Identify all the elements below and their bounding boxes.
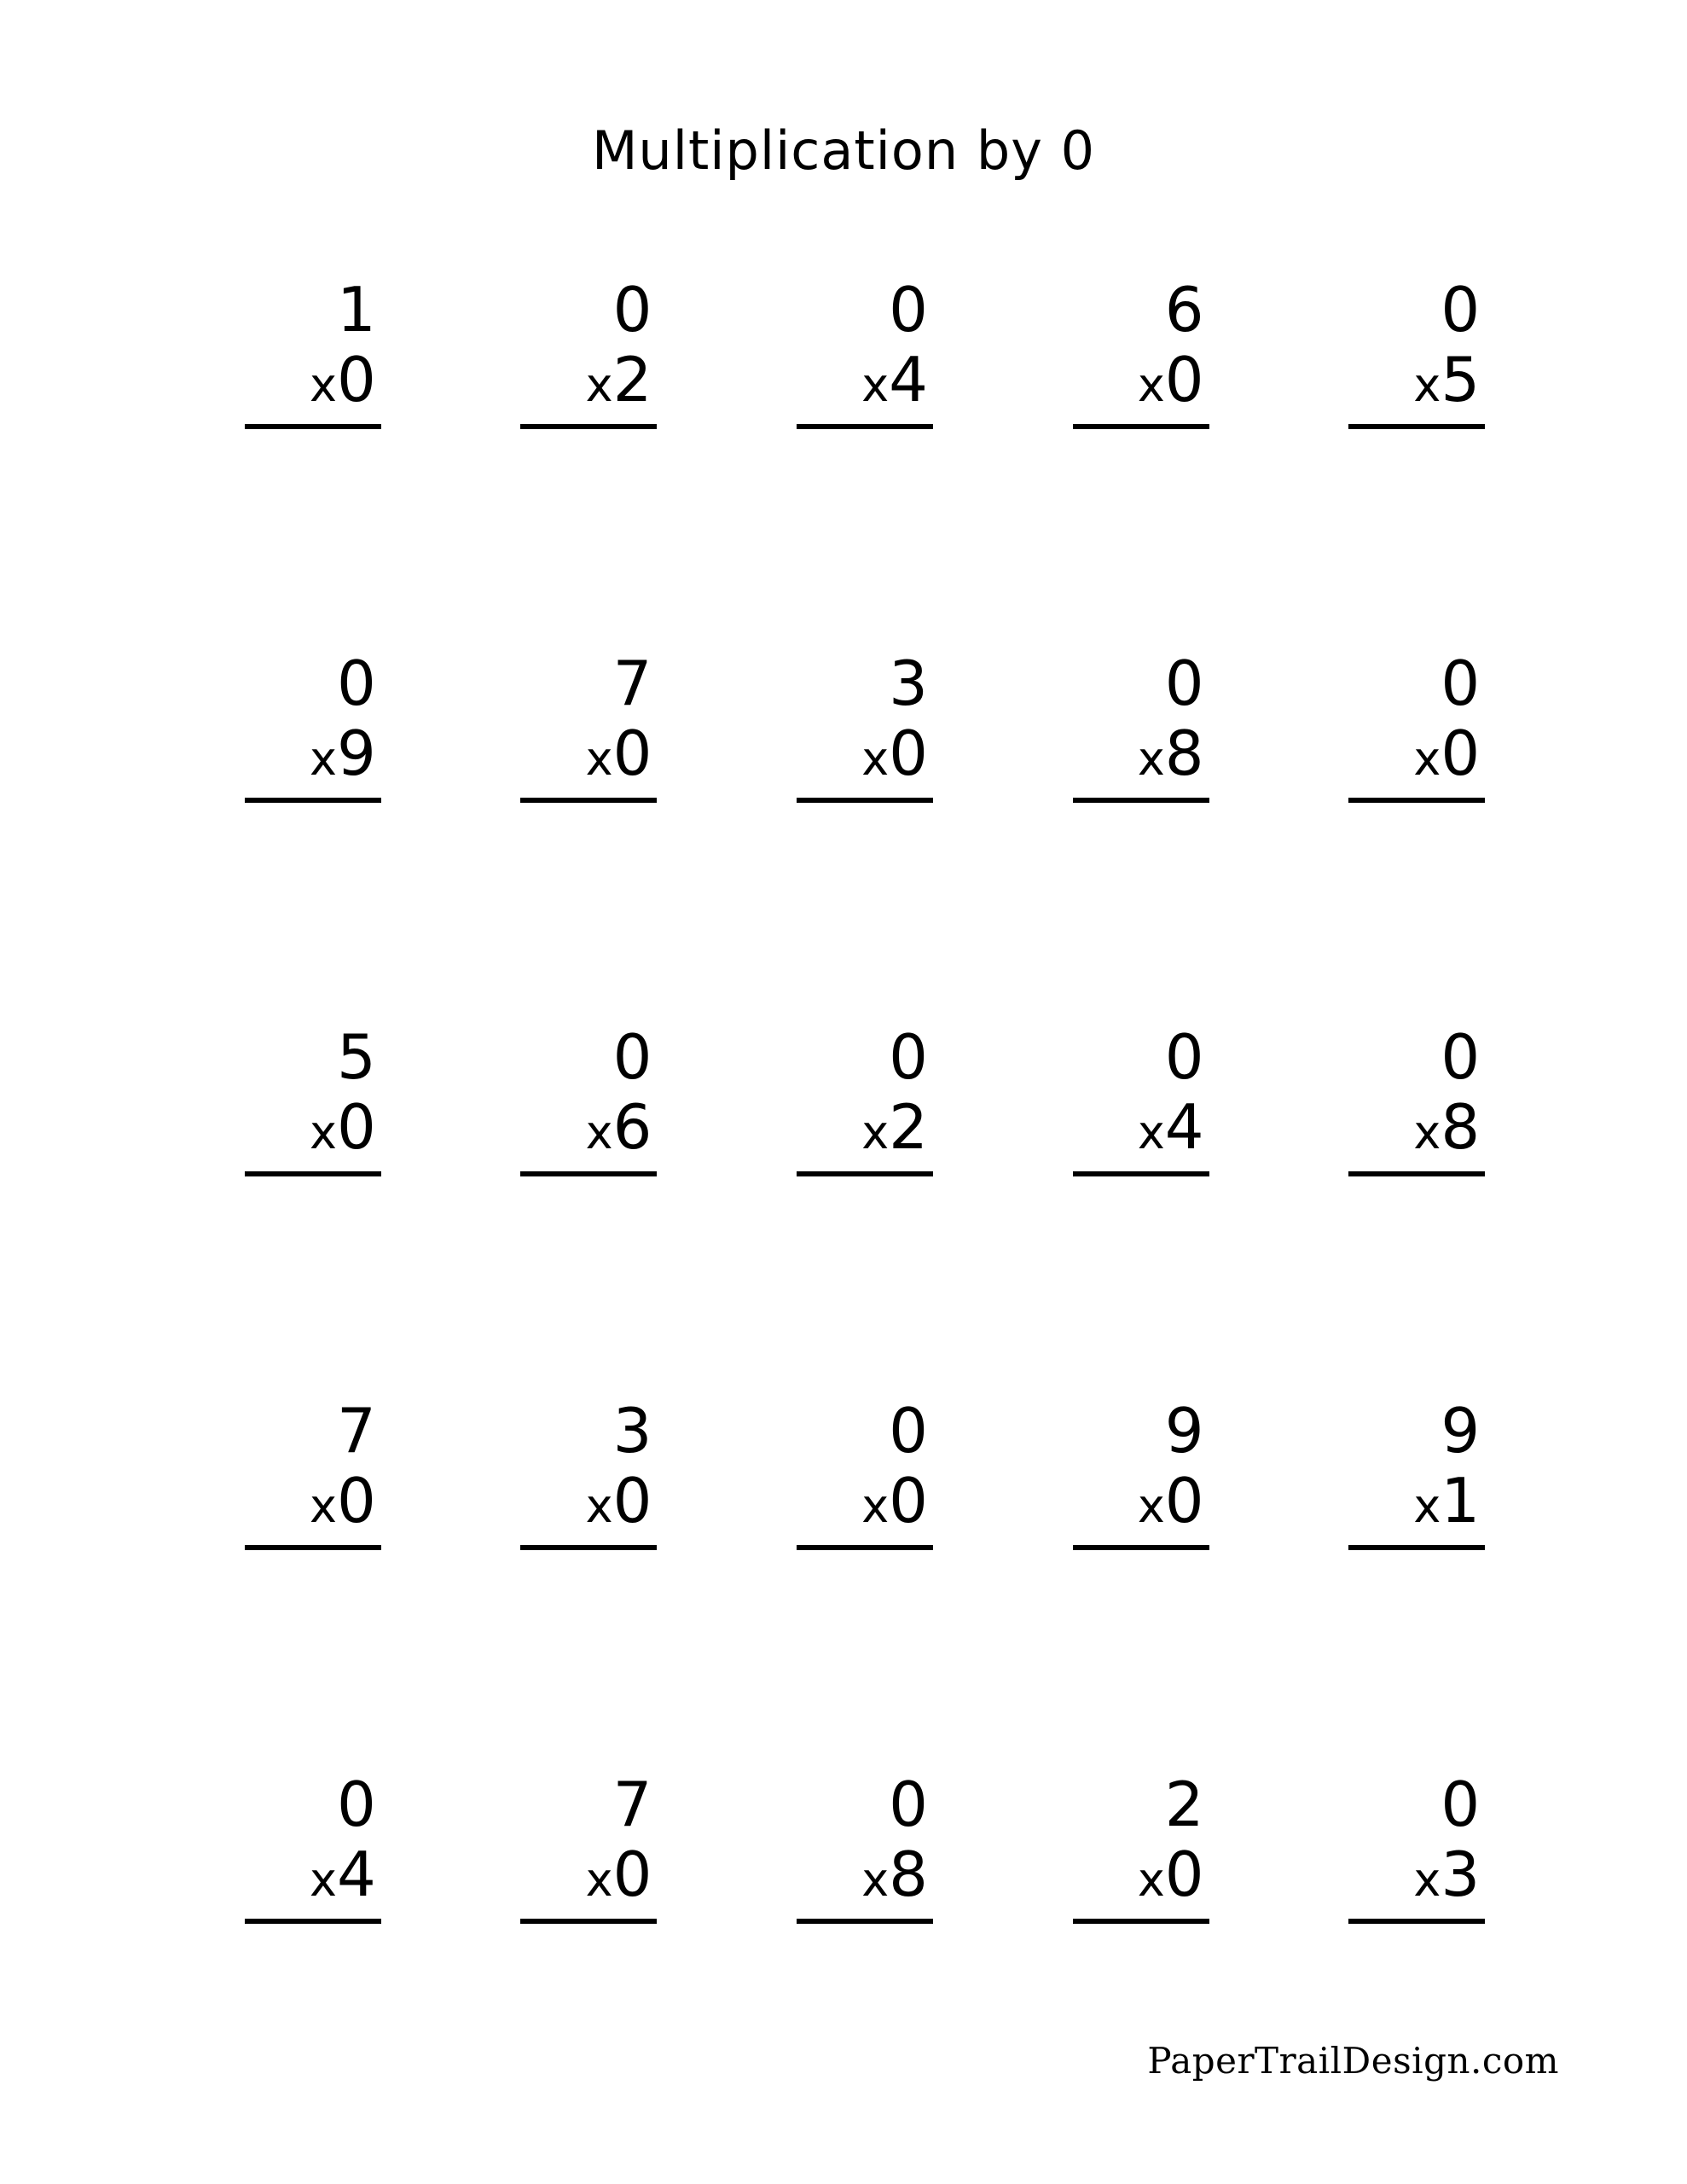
operand-bottom-row [749, 717, 933, 789]
operand-top: 0 [1441, 1769, 1481, 1840]
operand-top: 0 [889, 1769, 928, 1840]
multiply-operator-icon: x [585, 1853, 613, 1907]
multiplication-problem [202, 1023, 381, 1397]
operand-bottom-row [472, 1091, 657, 1163]
answer-rule [1348, 1171, 1485, 1176]
operand-bottom-row [472, 1465, 657, 1536]
operand-bottom-row [197, 1465, 381, 1536]
answer-rule [245, 1545, 381, 1550]
operand-top: 3 [612, 1395, 652, 1467]
problem-grid [0, 276, 1687, 2144]
multiplication-problem [1030, 1397, 1209, 1770]
operand-bottom: 2 [889, 1091, 928, 1163]
answer-rule [245, 798, 381, 803]
multiply-operator-icon: x [310, 358, 337, 412]
operand-top: 0 [336, 1769, 376, 1840]
multiplication-problem [754, 1023, 933, 1397]
operand-top: 0 [1164, 648, 1204, 719]
answer-rule [245, 1171, 381, 1176]
operand-bottom-row [1301, 717, 1485, 789]
operand-top: 6 [1164, 274, 1204, 346]
operand-bottom-row [1301, 1091, 1485, 1163]
multiplication-problem [1306, 276, 1485, 649]
operand-bottom-row [1025, 1091, 1209, 1163]
answer-rule [797, 1545, 933, 1550]
operand-top: 7 [612, 648, 652, 719]
operand-bottom-row [1301, 344, 1485, 415]
multiply-operator-icon: x [861, 358, 890, 412]
multiplication-problem [1306, 649, 1485, 1023]
multiply-operator-icon: x [310, 1853, 337, 1907]
multiply-operator-icon: x [310, 1106, 337, 1159]
multiply-operator-icon: x [585, 732, 613, 786]
operand-bottom-row [197, 344, 381, 415]
operand-bottom: 0 [336, 1091, 376, 1163]
multiply-operator-icon: x [1137, 732, 1165, 786]
operand-bottom: 4 [889, 344, 928, 415]
answer-rule [1348, 1545, 1485, 1550]
operand-bottom-row [749, 1091, 933, 1163]
multiply-operator-icon: x [1413, 1853, 1441, 1907]
operand-bottom-row [749, 344, 933, 415]
page-title: Multiplication by 0 [591, 119, 1096, 182]
multiplication-problem [754, 649, 933, 1023]
multiply-operator-icon: x [1413, 732, 1441, 786]
multiplication-problem [754, 1397, 933, 1770]
operand-top: 0 [612, 274, 652, 346]
multiply-operator-icon: x [1137, 1106, 1165, 1159]
multiplication-problem [1030, 1770, 1209, 2144]
operand-bottom-row [197, 1091, 381, 1163]
multiplication-problem [478, 1770, 657, 2144]
operand-top: 0 [1441, 648, 1481, 719]
operand-bottom: 0 [336, 344, 376, 415]
operand-bottom-row [472, 717, 657, 789]
answer-rule [1348, 1919, 1485, 1924]
operand-top: 3 [889, 648, 928, 719]
operand-bottom: 0 [889, 1465, 928, 1536]
multiplication-problem [202, 1770, 381, 2144]
multiplication-problem [1030, 276, 1209, 649]
footer-credit: PaperTrailDesign.com [1147, 2040, 1559, 2082]
operand-top: 0 [1164, 1021, 1204, 1093]
multiply-operator-icon: x [861, 1853, 890, 1907]
answer-rule [1073, 798, 1209, 803]
operand-top: 7 [336, 1395, 376, 1467]
operand-top: 0 [889, 274, 928, 346]
multiplication-problem [1306, 1397, 1485, 1770]
answer-rule [1073, 424, 1209, 429]
operand-top: 0 [889, 1021, 928, 1093]
operand-top: 5 [336, 1021, 376, 1093]
answer-rule [245, 424, 381, 429]
multiply-operator-icon: x [310, 732, 337, 786]
multiplication-problem [478, 1023, 657, 1397]
operand-bottom-row [1025, 1465, 1209, 1536]
answer-rule [1073, 1919, 1209, 1924]
answer-rule [520, 424, 657, 429]
operand-bottom-row [1301, 1465, 1485, 1536]
answer-rule [797, 1171, 933, 1176]
multiplication-problem [1030, 649, 1209, 1023]
multiply-operator-icon: x [1137, 1853, 1165, 1907]
operand-bottom-row [1025, 717, 1209, 789]
operand-top: 0 [612, 1021, 652, 1093]
operand-bottom: 8 [889, 1838, 928, 1910]
answer-rule [797, 798, 933, 803]
operand-bottom: 6 [612, 1091, 652, 1163]
answer-rule [520, 1545, 657, 1550]
multiplication-problem [202, 649, 381, 1023]
operand-bottom: 5 [1441, 344, 1481, 415]
multiplication-problem [754, 276, 933, 649]
multiply-operator-icon: x [585, 1106, 613, 1159]
multiplication-problem [478, 649, 657, 1023]
operand-bottom-row [749, 1838, 933, 1910]
operand-bottom: 4 [1164, 1091, 1204, 1163]
answer-rule [520, 1919, 657, 1924]
multiplication-problem [1030, 1023, 1209, 1397]
multiply-operator-icon: x [861, 732, 890, 786]
operand-bottom-row [1025, 1838, 1209, 1910]
operand-bottom: 0 [612, 717, 652, 789]
operand-top: 0 [1441, 1021, 1481, 1093]
multiply-operator-icon: x [1137, 1479, 1165, 1533]
operand-top: 0 [1441, 274, 1481, 346]
operand-bottom: 0 [889, 717, 928, 789]
answer-rule [520, 798, 657, 803]
operand-bottom: 8 [1441, 1091, 1481, 1163]
operand-bottom: 8 [1164, 717, 1204, 789]
operand-bottom-row [749, 1465, 933, 1536]
operand-top: 7 [612, 1769, 652, 1840]
answer-rule [1073, 1171, 1209, 1176]
multiply-operator-icon: x [585, 1479, 613, 1533]
answer-rule [245, 1919, 381, 1924]
operand-bottom: 0 [336, 1465, 376, 1536]
answer-rule [797, 1919, 933, 1924]
operand-top: 0 [889, 1395, 928, 1467]
multiply-operator-icon: x [1413, 1479, 1441, 1533]
multiplication-problem [478, 276, 657, 649]
multiply-operator-icon: x [861, 1479, 890, 1533]
multiplication-problem [202, 1397, 381, 1770]
operand-bottom-row [472, 1838, 657, 1910]
multiply-operator-icon: x [861, 1106, 890, 1159]
operand-bottom-row [472, 344, 657, 415]
multiplication-problem [1306, 1770, 1485, 2144]
operand-bottom: 4 [336, 1838, 376, 1910]
answer-rule [1073, 1545, 1209, 1550]
operand-bottom-row [197, 1838, 381, 1910]
operand-bottom-row [1301, 1838, 1485, 1910]
operand-bottom-row [197, 717, 381, 789]
multiply-operator-icon: x [1137, 358, 1165, 412]
operand-bottom: 0 [1164, 344, 1204, 415]
answer-rule [520, 1171, 657, 1176]
multiplication-problem [1306, 1023, 1485, 1397]
operand-bottom: 0 [612, 1465, 652, 1536]
answer-rule [797, 424, 933, 429]
operand-bottom-row [1025, 344, 1209, 415]
operand-bottom: 0 [612, 1838, 652, 1910]
operand-bottom: 3 [1441, 1838, 1481, 1910]
operand-top: 0 [336, 648, 376, 719]
operand-top: 9 [1441, 1395, 1481, 1467]
operand-top: 1 [336, 274, 376, 346]
multiplication-problem [202, 276, 381, 649]
operand-bottom: 9 [336, 717, 376, 789]
operand-bottom: 0 [1164, 1465, 1204, 1536]
answer-rule [1348, 424, 1485, 429]
operand-top: 9 [1164, 1395, 1204, 1467]
multiply-operator-icon: x [1413, 1106, 1441, 1159]
operand-bottom: 0 [1441, 717, 1481, 789]
multiply-operator-icon: x [1413, 358, 1441, 412]
multiply-operator-icon: x [310, 1479, 337, 1533]
multiplication-problem [478, 1397, 657, 1770]
operand-bottom: 0 [1164, 1838, 1204, 1910]
multiplication-problem [754, 1770, 933, 2144]
operand-bottom: 2 [612, 344, 652, 415]
operand-bottom: 1 [1441, 1465, 1481, 1536]
multiply-operator-icon: x [585, 358, 613, 412]
answer-rule [1348, 798, 1485, 803]
operand-top: 2 [1164, 1769, 1204, 1840]
